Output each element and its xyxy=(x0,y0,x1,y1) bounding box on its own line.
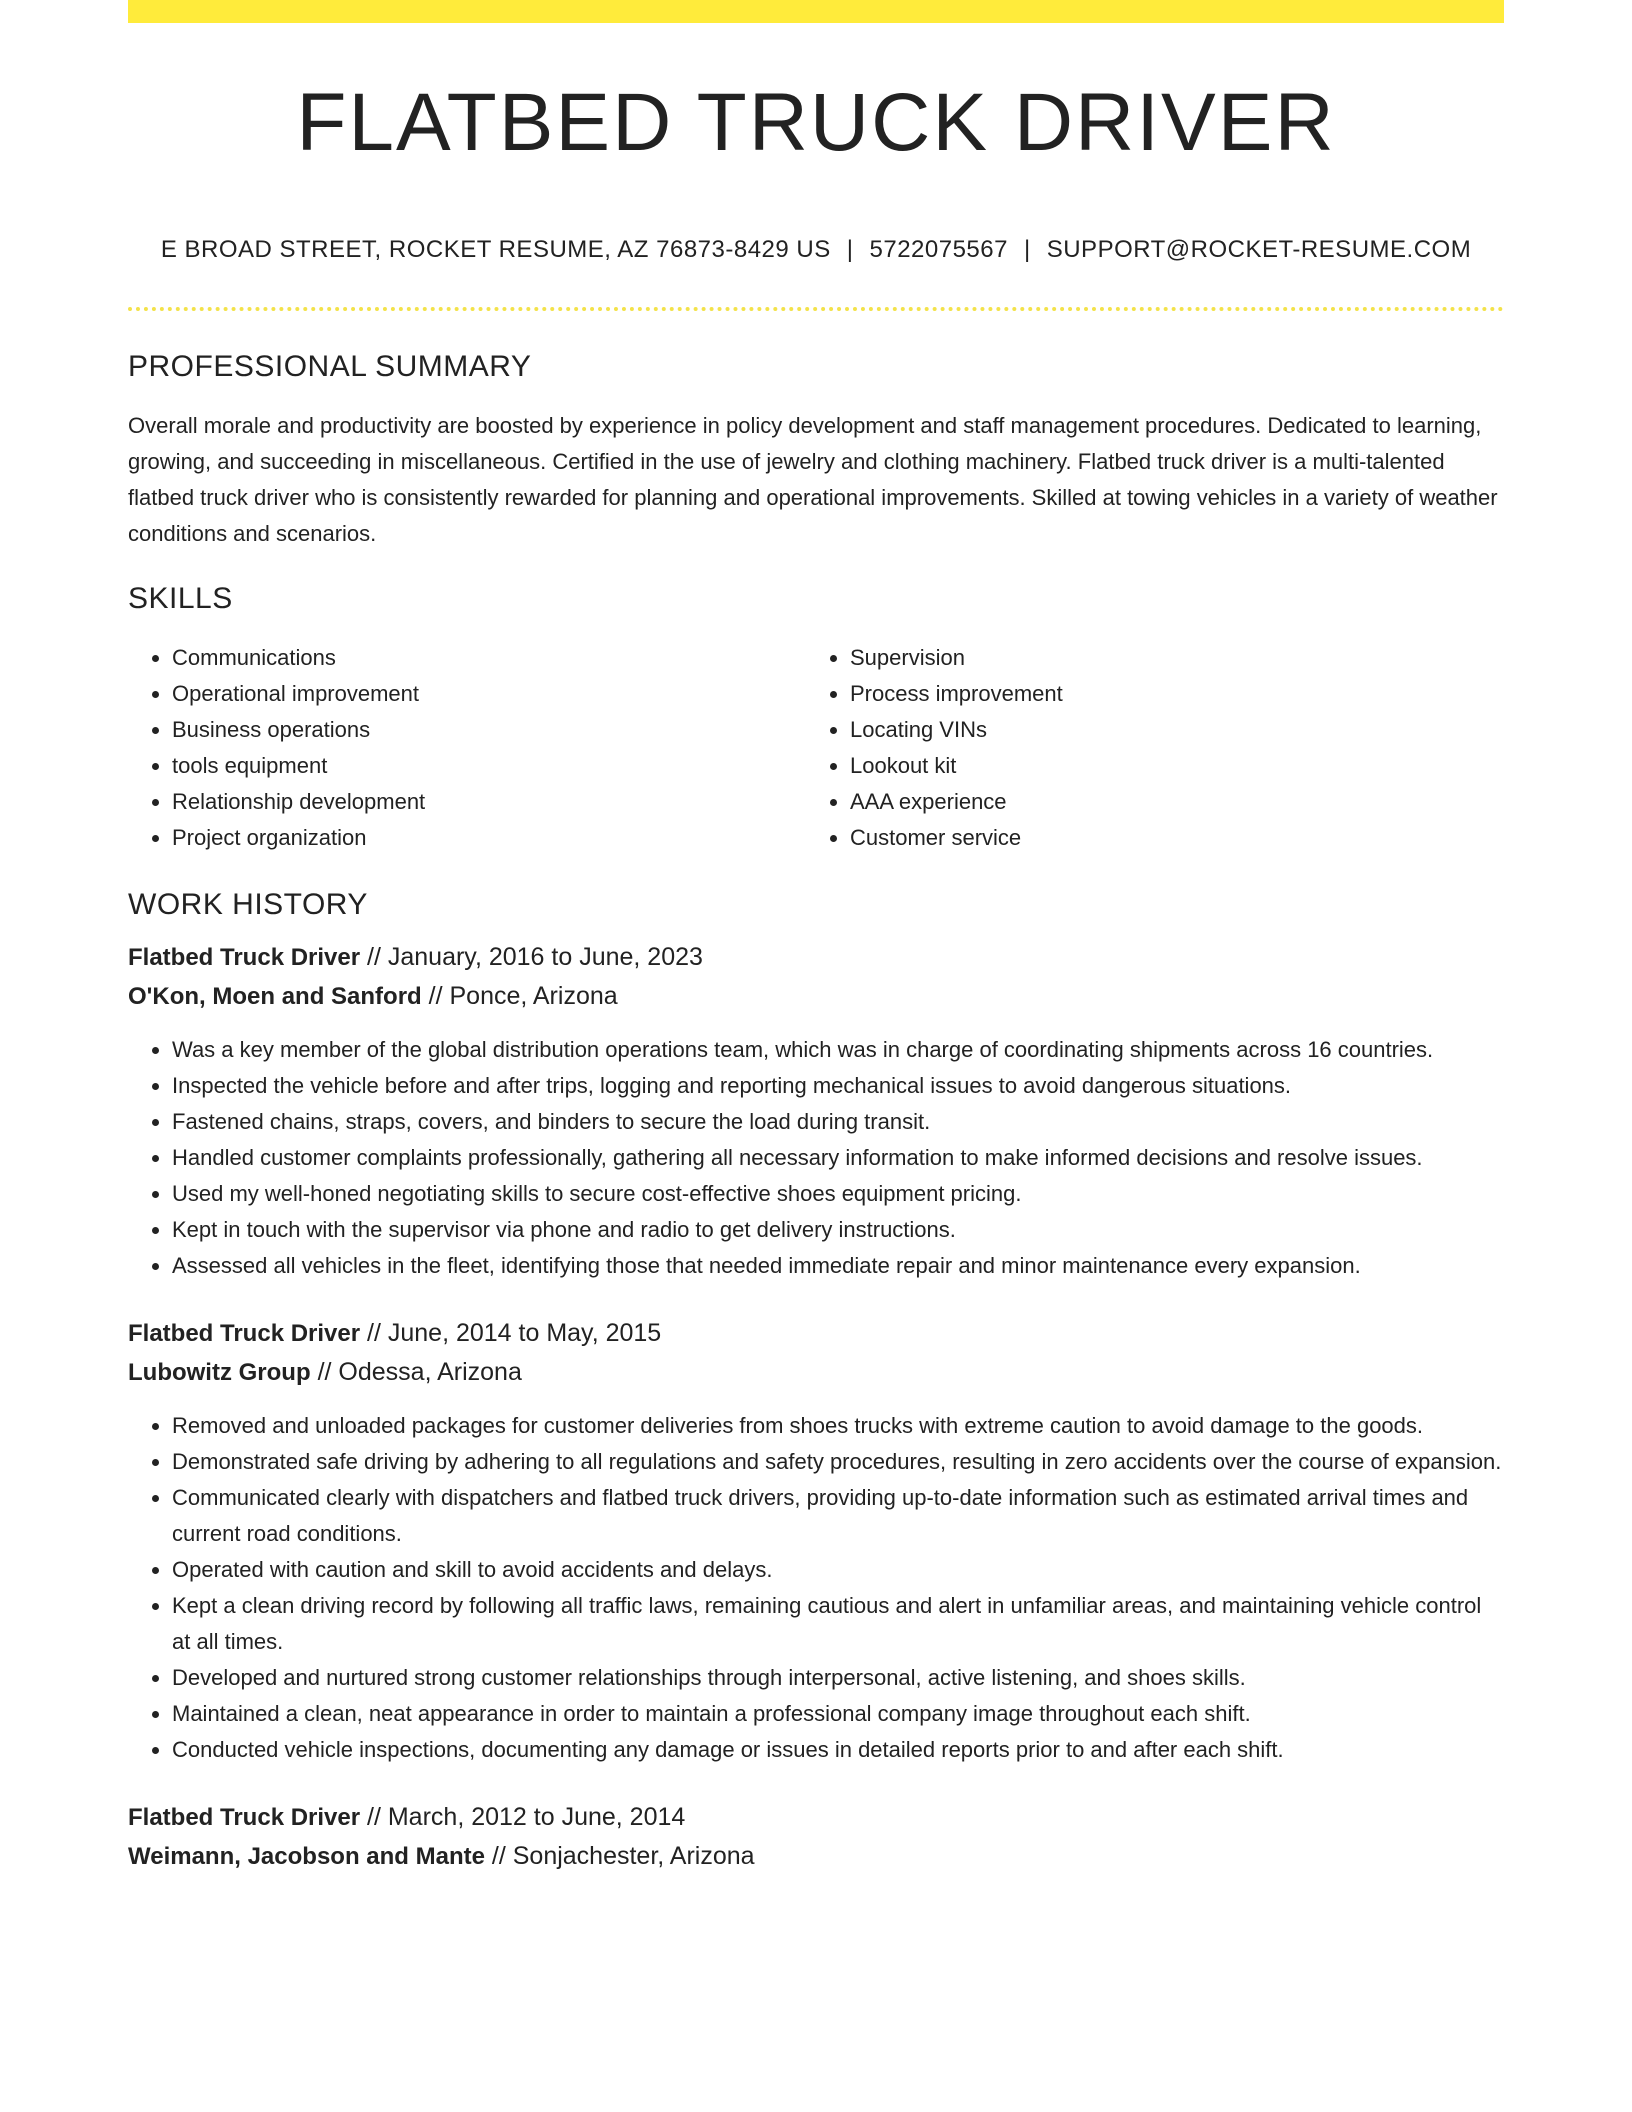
job-bullet: • Used my well-honed negotiating skills to secure cost-effective shoes equipment pricing. xyxy=(172,1176,1504,1212)
job-location: // Ponce, Arizona xyxy=(421,982,618,1010)
job-company: Weimann, Jacobson and Mante xyxy=(128,1843,485,1870)
job-title-line xyxy=(128,1314,1504,1353)
summary-text: Overall morale and productivity are boosted by experience in policy development and staff management procedures. Dedicated to learning, growing, and succeeding in miscellaneous. Certified in the use of jewelry and clothing machinery. Flatbed truck driver is a multi-talented flatbed truck driver who is consistently rewarded for planning and operational improvements. Skilled at towing vehicles in a variety of weather conditions and scenarios. xyxy=(128,413,1498,546)
job-bullet: • Communicated clearly with dispatchers and flatbed truck drivers, providing up-to-date information such as estimated arrival times and current road conditions. xyxy=(172,1480,1504,1552)
job-bullet: • Kept in touch with the supervisor via phone and radio to get delivery instructions. xyxy=(172,1212,1504,1248)
skill-item: • Business operations xyxy=(172,712,806,748)
skills-title: SKILLS xyxy=(128,582,233,615)
job-role: Flatbed Truck Driver xyxy=(128,1320,361,1347)
job-company: O'Kon, Moen and Sanford xyxy=(128,983,422,1010)
skills-right-column xyxy=(806,640,1484,856)
skills-left-column xyxy=(128,640,806,856)
job-bullet: • Demonstrated safe driving by adhering to all regulations and safety procedures, resulting in zero accidents over the course of expansion. xyxy=(172,1444,1504,1480)
dotted-divider xyxy=(128,307,1504,311)
work-history-title: WORK HISTORY xyxy=(128,888,368,921)
job-dates: // January, 2016 to June, 2023 xyxy=(360,943,703,971)
skill-item: • Operational improvement xyxy=(172,676,806,712)
job-bullet: • Kept a clean driving record by following all traffic laws, remaining cautious and alert in unfamiliar areas, and maintaining vehicle control at all times. xyxy=(172,1588,1504,1660)
accent-bar xyxy=(128,0,1504,23)
job-bullet: • Inspected the vehicle before and after trips, logging and reporting mechanical issues to avoid dangerous situations. xyxy=(172,1068,1504,1104)
job-title-line xyxy=(128,1798,1504,1837)
job-dates: // March, 2012 to June, 2014 xyxy=(360,1803,686,1831)
job-bullet: • Removed and unloaded packages for customer deliveries from shoes trucks with extreme caution to avoid damage to the goods. xyxy=(172,1408,1504,1444)
skills-list xyxy=(128,640,1504,856)
job-bullet: • Developed and nurtured strong customer relationships through interpersonal, active listening, and shoes skills. xyxy=(172,1660,1504,1696)
job-company-line xyxy=(128,1837,1504,1876)
contact-separator: | xyxy=(846,236,854,263)
skill-item: • Customer service xyxy=(850,820,1484,856)
job-entry xyxy=(128,1314,1504,1768)
job-location: // Sonjachester, Arizona xyxy=(484,1842,755,1870)
job-bullet: • Assessed all vehicles in the fleet, identifying those that needed immediate repair and minor maintenance every expansion. xyxy=(172,1248,1504,1284)
resume-name: FLATBED TRUCK DRIVER xyxy=(296,77,1336,168)
job-bullet: • Was a key member of the global distribution operations team, which was in charge of coordinating shipments across 16 countries. xyxy=(172,1032,1504,1068)
skill-item: • Process improvement xyxy=(850,676,1484,712)
job-company: Lubowitz Group xyxy=(128,1359,311,1386)
job-title-line xyxy=(128,938,1504,977)
contact-phone: 5722075567 xyxy=(869,236,1008,263)
contact-separator: | xyxy=(1023,236,1031,263)
job-bullet: • Handled customer complaints professionally, gathering all necessary information to make informed decisions and resolve issues. xyxy=(172,1140,1504,1176)
skill-item: • Locating VINs xyxy=(850,712,1484,748)
skill-item: • Communications xyxy=(172,640,806,676)
job-entry xyxy=(128,938,1504,1284)
skill-item: • Relationship development xyxy=(172,784,806,820)
skill-item: • AAA experience xyxy=(850,784,1484,820)
work-history-list xyxy=(128,938,1504,1876)
job-bullet: • Conducted vehicle inspections, documenting any damage or issues in detailed reports prior to and after each shift. xyxy=(172,1732,1504,1768)
job-bullet: • Maintained a clean, neat appearance in order to maintain a professional company image throughout each shift. xyxy=(172,1696,1504,1732)
job-location: // Odessa, Arizona xyxy=(310,1358,522,1386)
job-company-line xyxy=(128,977,1504,1016)
job-role: Flatbed Truck Driver xyxy=(128,944,361,971)
contact-address: E BROAD STREET, ROCKET RESUME, AZ 76873-8429 US xyxy=(160,236,831,263)
contact-line xyxy=(128,236,1504,264)
job-entry xyxy=(128,1798,1504,1876)
resume-content xyxy=(128,350,1504,1906)
skill-item: • Project organization xyxy=(172,820,806,856)
job-company-line xyxy=(128,1353,1504,1392)
skill-item: • tools equipment xyxy=(172,748,806,784)
job-bullet: • Operated with caution and skill to avoid accidents and delays. xyxy=(172,1552,1504,1588)
skill-item: • Lookout kit xyxy=(850,748,1484,784)
contact-email: SUPPORT@ROCKET-RESUME.COM xyxy=(1046,236,1472,263)
summary-title: PROFESSIONAL SUMMARY xyxy=(128,350,532,383)
job-role: Flatbed Truck Driver xyxy=(128,1804,361,1831)
job-bullet: • Fastened chains, straps, covers, and binders to secure the load during transit. xyxy=(172,1104,1504,1140)
job-bullets xyxy=(128,1408,1504,1768)
job-bullets xyxy=(128,1032,1504,1284)
job-dates: // June, 2014 to May, 2015 xyxy=(360,1319,662,1347)
skill-item: • Supervision xyxy=(850,640,1484,676)
